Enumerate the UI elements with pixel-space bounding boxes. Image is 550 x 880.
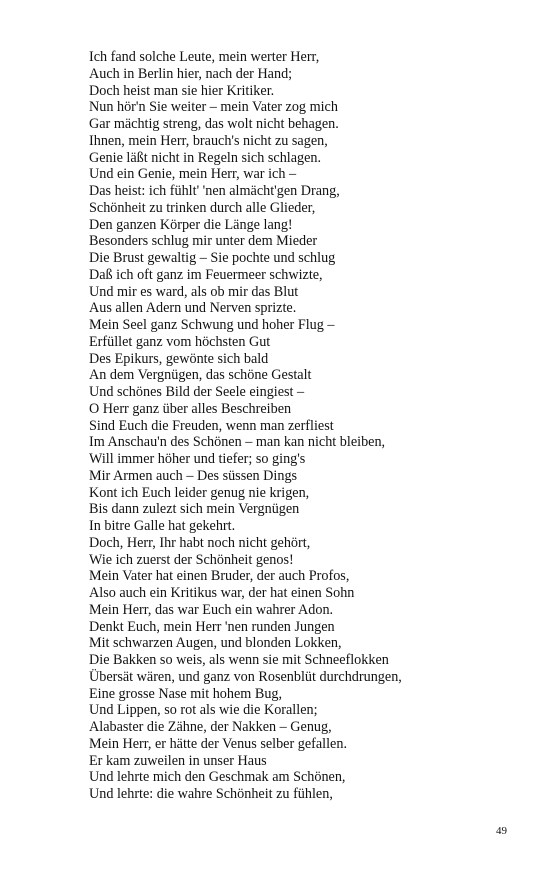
verse-line: Er kam zuweilen in unser Haus bbox=[89, 752, 267, 769]
verse-line: Auch in Berlin hier, nach der Hand; bbox=[89, 65, 293, 82]
verse-line: Die Bakken so weis, als wenn sie mit Schneeflokken bbox=[89, 652, 389, 668]
verse-line: Des Epikurs, gewönte sich bald bbox=[89, 350, 269, 367]
verse-line: Den ganzen Körper die Länge lang! bbox=[89, 216, 293, 233]
verse-line: Nun hör'n Sie weiter – mein Vater zog mich bbox=[89, 99, 338, 116]
verse-line: Besonders schlug mir unter dem Mieder bbox=[89, 233, 318, 250]
verse-line: Und lehrte: die wahre Schönheit zu fühlen, bbox=[89, 786, 333, 802]
verse-line: Genie läßt nicht in Regeln sich schlagen. bbox=[89, 149, 322, 166]
verse-line: Sind Euch die Freuden, wenn man zerfliest bbox=[89, 417, 334, 434]
verse-line: Bis dann zulezt sich mein Vergnügen bbox=[89, 501, 300, 518]
verse-line: Mir Armen auch – Des süssen Dings bbox=[89, 467, 298, 484]
verse-line: Schönheit zu trinken durch alle Glieder, bbox=[89, 199, 316, 216]
verse-line: Im Anschau'n des Schönen – man kan nicht bleiben, bbox=[89, 434, 386, 451]
page-number: 49 bbox=[496, 825, 507, 837]
verse-line: Übersät wären, und ganz von Rosenblüt durchdrungen, bbox=[89, 668, 402, 685]
verse-line: Wie ich zuerst der Schönheit genos! bbox=[89, 551, 294, 568]
verse-line: Ich fand solche Leute, mein werter Herr, bbox=[89, 49, 320, 65]
verse-line: Doch, Herr, Ihr habt noch nicht gehört, bbox=[89, 534, 311, 551]
verse-line: An dem Vergnügen, das schöne Gestalt bbox=[89, 367, 312, 384]
verse-line: Die Brust gewaltig – Sie pochte und schlug bbox=[89, 250, 336, 266]
verse-line: Und lehrte mich den Geschmak am Schönen, bbox=[89, 769, 346, 786]
verse-line: Und Lippen, so rot als wie die Korallen; bbox=[89, 702, 318, 719]
verse-line: Also auch ein Kritikus war, der hat einen Sohn bbox=[89, 585, 355, 601]
verse-line: O Herr ganz über alles Beschreiben bbox=[89, 400, 292, 417]
verse-line: Ihnen, mein Herr, brauch's nicht zu sagen, bbox=[89, 132, 328, 149]
verse-line: Kont ich Euch leider genug nie krigen, bbox=[89, 484, 310, 501]
verse-line: In bitre Galle hat gekehrt. bbox=[89, 518, 236, 534]
verse-line: Mein Seel ganz Schwung und hoher Flug – bbox=[89, 317, 335, 333]
verse-line: Erfüllet ganz vom höchsten Gut bbox=[89, 333, 271, 350]
verse-line: Gar mächtig streng, das wolt nicht behagen. bbox=[89, 116, 339, 132]
verse-block bbox=[89, 49, 402, 803]
verse-line: Doch heist man sie hier Kritiker. bbox=[89, 82, 275, 99]
verse-line: Denkt Euch, mein Herr 'nen runden Jungen bbox=[89, 618, 335, 635]
verse-line: Mit schwarzen Augen, und blonden Lokken, bbox=[89, 635, 342, 652]
verse-line: Das heist: ich fühlt' 'nen almächt'gen Drang, bbox=[89, 183, 340, 199]
verse-line: Und schönes Bild der Seele eingiest – bbox=[89, 384, 305, 400]
verse-line: Und ein Genie, mein Herr, war ich – bbox=[89, 166, 297, 183]
verse-line: Daß ich oft ganz im Feuermeer schwizte, bbox=[89, 266, 323, 283]
verse-line: Mein Vater hat einen Bruder, der auch Profos, bbox=[89, 568, 350, 585]
verse-line: Mein Herr, er hätte der Venus selber gefallen. bbox=[89, 735, 347, 752]
verse-line: Will immer höher und tiefer; so ging's bbox=[89, 451, 306, 467]
verse-line: Eine grosse Nase mit hohem Bug, bbox=[89, 685, 283, 702]
verse-line: Mein Herr, das war Euch ein wahrer Adon. bbox=[89, 601, 334, 618]
verse-line: Aus allen Adern und Nerven sprizte. bbox=[89, 300, 297, 317]
verse-line: Und mir es ward, als ob mir das Blut bbox=[89, 283, 299, 300]
verse-line: Alabaster die Zähne, der Nakken – Genug, bbox=[89, 719, 332, 735]
